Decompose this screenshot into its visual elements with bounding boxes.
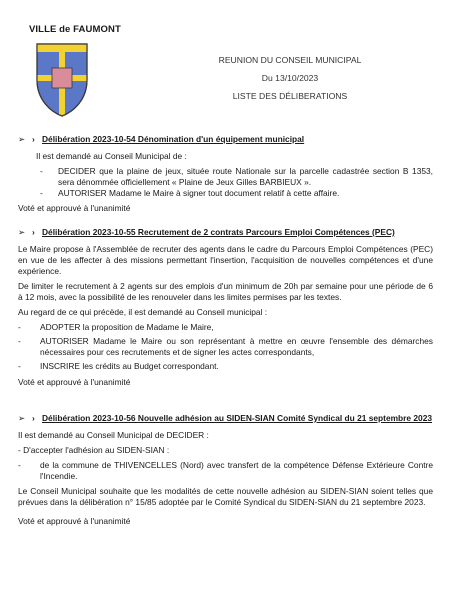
list-item: - INSCRIRE les crédits au Budget correspondant. (18, 361, 219, 371)
list-item: - AUTORISER Madame le Maire ou son représentant à mettre en œuvre l'ensemble des démarches nécessaires pour ces recrutements et de signer les actes correspondants, (18, 336, 433, 357)
chevron-icon: › (32, 134, 35, 144)
list-item: - de la commune de THIVENCELLES (Nord) avec transfert de la compétence Défense Extérieure Contre l'Incendie. (18, 460, 433, 481)
chevron-icon: › (32, 413, 35, 423)
coat-of-arms-logo (33, 40, 91, 118)
intro-text: Il est demandé au Conseil Municipal de : (36, 151, 187, 161)
deliberation-56 (18, 413, 433, 531)
paragraph: Le Conseil Municipal souhaite que les modalités de cette nouvelle adhésion au SIDEN-SIAN soient telles que prévues dans la délibération n° 15/85 adoptée par le Comité Syndical du SIDEN-SIAN du 21 septembre 2023. (18, 486, 433, 507)
list-item: - AUTORISER Madame le Maire à signer tout document relatif à cette affaire. (40, 188, 340, 198)
deliberation-54 (18, 134, 433, 218)
section-title: ➢ › Délibération 2023-10-55 Recrutement de 2 contrats Parcours Emploi Compétences (PEC) (18, 227, 395, 237)
list-item: - ADOPTER la proposition de Madame le Maire, (18, 322, 214, 332)
meeting-date: Du 13/10/2023 (261, 73, 319, 83)
org-name: VILLE de FAUMONT (29, 24, 121, 35)
list-subtitle: LISTE DES DÉLIBERATIONS (232, 91, 348, 101)
meeting-header (190, 51, 390, 105)
section-title: ➢ › Délibération 2023-10-56 Nouvelle adhésion au SIDEN-SIAN Comité Syndical du 21 septembre 2023 (18, 413, 433, 423)
paragraph: De limiter le recrutement à 2 agents sur des emplois d'un minimum de 20h par semaine pour une période de 6 à 12 mois, avec la possibilité de les renouveler dans les limites permises par les textes. (18, 281, 433, 302)
vote-result: Voté et approuvé à l'unanimité (18, 516, 131, 526)
vote-result: Voté et approuvé à l'unanimité (18, 377, 131, 387)
arrow-bullet-icon: ➢ (18, 227, 26, 237)
vote-result: Voté et approuvé à l'unanimité (18, 203, 131, 213)
arrow-bullet-icon: ➢ (18, 134, 26, 144)
chevron-icon: › (32, 227, 35, 237)
arrow-bullet-icon: ➢ (18, 413, 26, 423)
section-title: ➢ › Délibération 2023-10-54 Dénomination d'un équipement municipal (18, 134, 305, 144)
meeting-title: REUNION DU CONSEIL MUNICIPAL (218, 55, 362, 65)
paragraph: Il est demandé au Conseil Municipal de DECIDER : (18, 430, 209, 440)
paragraph: Le Maire propose à l'Assemblée de recruter des agents dans le cadre du Parcours Emploi Compétences (PEC) en vue de les affecter à des missions permettant l'insertion, l'acquisition de nouvelles compétences et d'une expérience. (18, 244, 433, 276)
paragraph: - D'accepter l'adhésion au SIDEN-SIAN : (18, 445, 170, 455)
deliberation-55 (18, 227, 433, 392)
list-item: - DECIDER que la plaine de jeux, située route Nationale sur la parcelle cadastrée section B 1353, sera dénommée officiellement « Plaine de Jeux Gilles BARBIEUX ». (40, 166, 433, 187)
paragraph: Au regard de ce qui précède, il est demandé au Conseil municipal : (18, 307, 268, 317)
